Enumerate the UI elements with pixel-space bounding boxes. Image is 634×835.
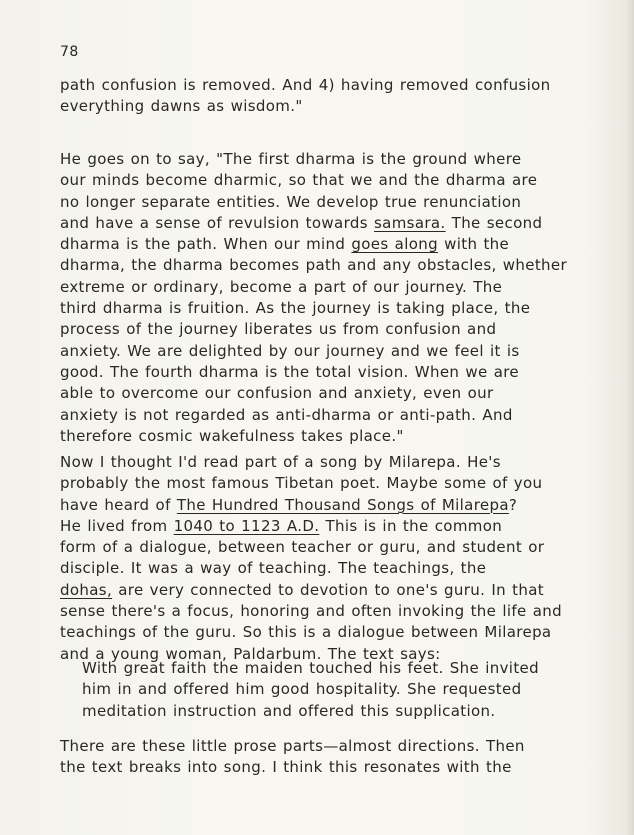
page-edge-shadow (626, 0, 634, 835)
text-segment: The second (445, 213, 543, 232)
paragraph-3 (60, 452, 590, 665)
text-line: Now I thought I'd read part of a song by Milarepa. He's (60, 453, 501, 471)
text-line: no longer separate entities. We develop true renunciation (60, 192, 522, 211)
text-line (60, 580, 590, 601)
text-segment: This is in the common (319, 516, 503, 535)
block-quote (82, 658, 582, 722)
text-line: probably the most famous Tibetan poet. Maybe some of you (60, 474, 543, 493)
text-line: and a young woman, Paldarbum. The text says: (60, 644, 441, 663)
text-segment: ? (508, 495, 518, 514)
text-segment: dharma is the path. When our mind (60, 235, 352, 254)
text-line (60, 516, 590, 537)
text-segment: have heard of (60, 495, 177, 514)
text-line: dharma, the dharma becomes path and any obstacles, whether (60, 256, 568, 275)
text-line: path confusion is removed. And 4) having removed confusion (60, 76, 551, 94)
text-segment: are very connected to devotion to one's guru. In that (112, 580, 544, 599)
text-line: our minds become dharmic, so that we and the dharma are (60, 171, 538, 190)
text-line: able to overcome our confusion and anxiety, even our (60, 384, 494, 403)
text-line: therefore cosmic wakefulness takes place." (60, 426, 404, 445)
text-line: sense there's a focus, honoring and often invoking the life and (60, 602, 562, 621)
text-line: the text breaks into song. I think this resonates with the (60, 758, 512, 777)
text-line: anxiety is not regarded as anti-dharma or anti-path. And (60, 405, 513, 424)
text-segment: with the (437, 235, 510, 254)
quote-line: meditation instruction and offered this supplication. (82, 701, 496, 720)
text-line: teachings of the guru. So this is a dialogue between Milarepa (60, 623, 552, 642)
underlined-term-samsara: samsara. (374, 213, 446, 232)
text-line: extreme or ordinary, become a part of our journey. The (60, 277, 503, 296)
text-line: process of the journey liberates us from confusion and (60, 320, 497, 339)
text-line: There are these little prose parts—almost directions. Then (60, 737, 525, 755)
text-line (60, 495, 590, 516)
text-line: third dharma is fruition. As the journey is taking place, the (60, 299, 531, 318)
text-line: good. The fourth dharma is the total vision. When we are (60, 362, 519, 381)
underlined-term-dohas: dohas, (60, 580, 113, 599)
text-line (60, 213, 590, 234)
text-line: everything dawns as wisdom." (60, 97, 303, 116)
underlined-book-title: The Hundred Thousand Songs of Milarepa (176, 495, 509, 514)
text-line: disciple. It was a way of teaching. The teachings, the (60, 559, 487, 578)
paragraph-2 (60, 149, 590, 447)
paragraph-1 (60, 75, 590, 118)
text-line: anxiety. We are delighted by our journey and we feel it is (60, 341, 520, 360)
quote-line: him in and offered him good hospitality. She requested (82, 680, 522, 699)
underlined-dates: 1040 to 1123 A.D. (173, 516, 320, 535)
quote-line: With great faith the maiden touched his feet. She invited (82, 659, 540, 677)
page-number: 78 (60, 44, 79, 60)
text-segment: He lived from (60, 516, 174, 535)
text-line (60, 234, 590, 255)
underlined-phrase-goes-along: goes along (351, 235, 438, 254)
paragraph-4 (60, 736, 590, 779)
text-line: He goes on to say, "The first dharma is the ground where (60, 150, 522, 168)
text-line: form of a dialogue, between teacher or guru, and student or (60, 538, 545, 557)
text-segment: and have a sense of revulsion towards (60, 213, 374, 232)
